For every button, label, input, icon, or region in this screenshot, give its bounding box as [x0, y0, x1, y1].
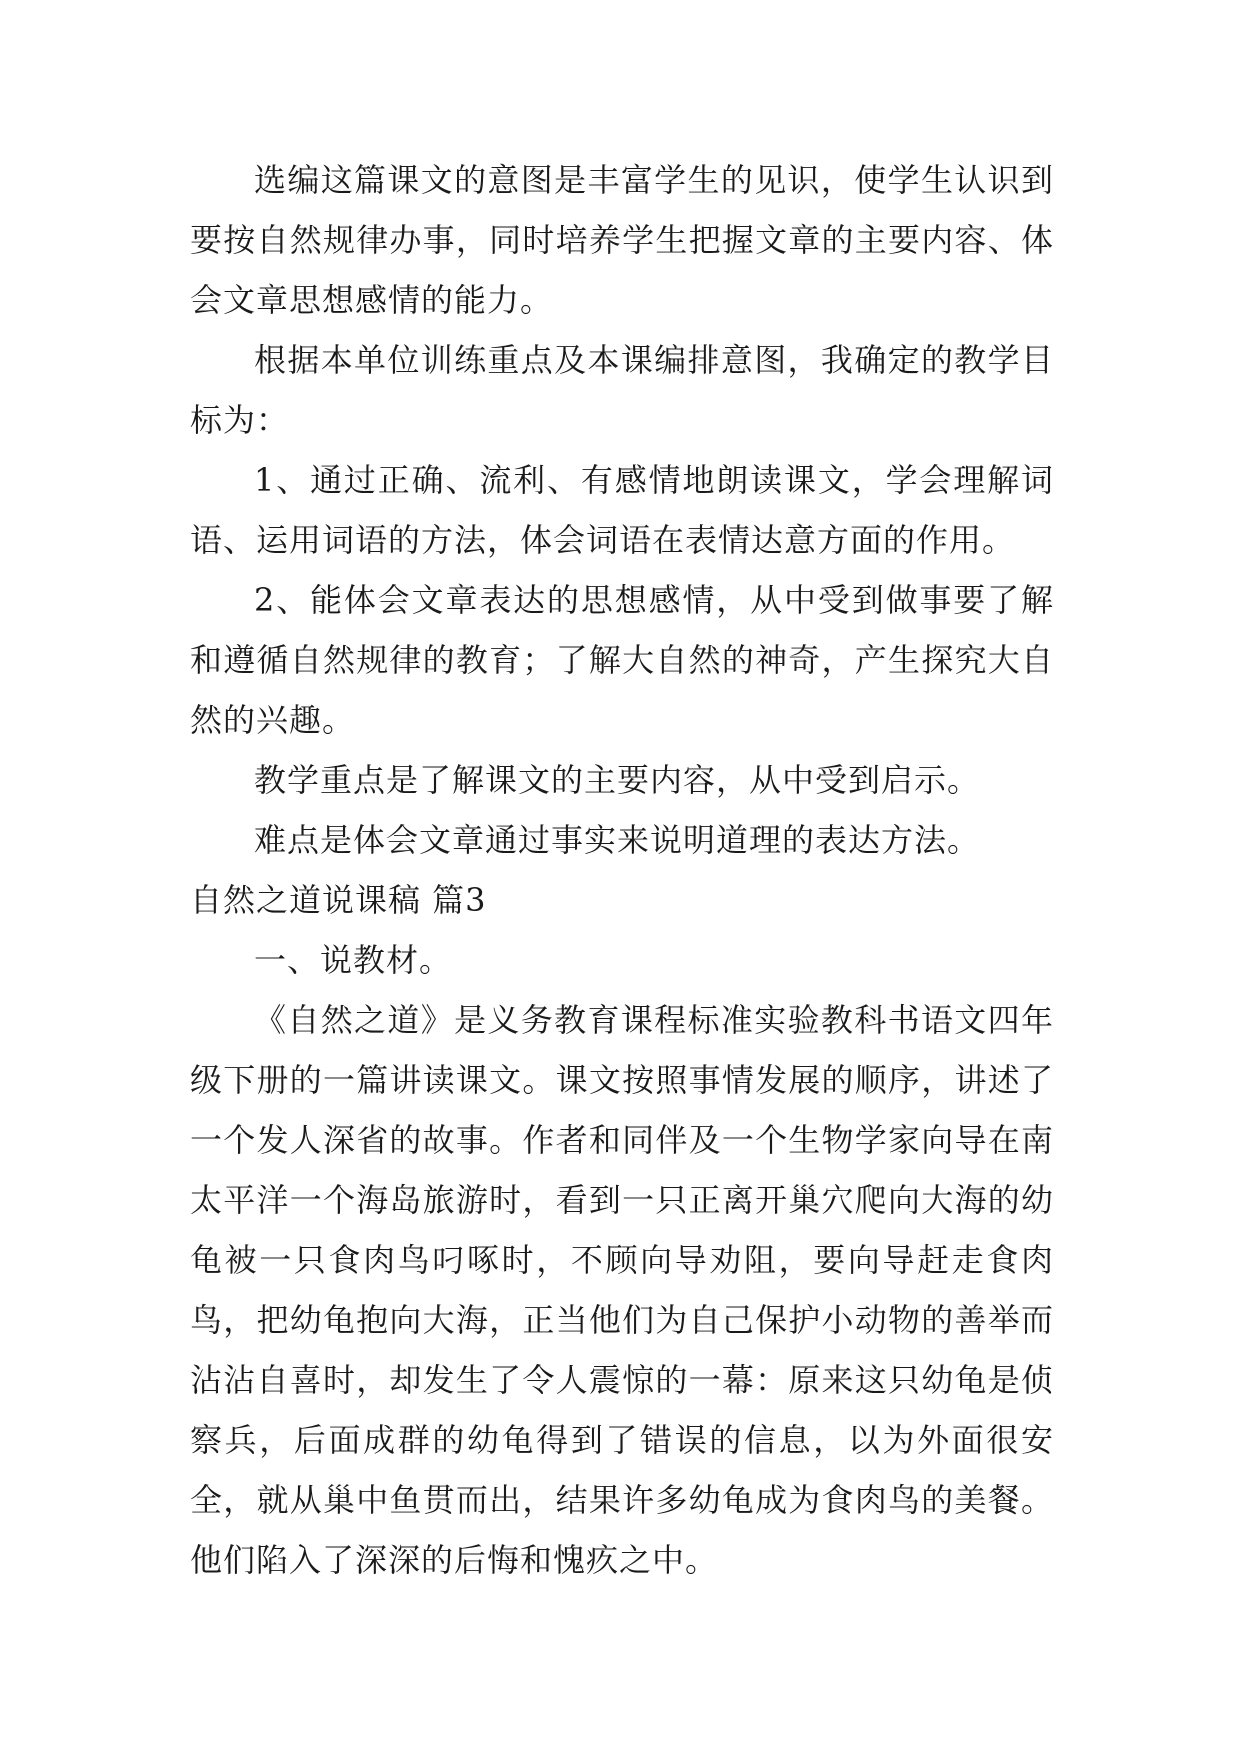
paragraph-goals-intro: 根据本单位训练重点及本课编排意图，我确定的教学目标为： — [190, 341, 1054, 439]
paragraph-textbook-heading: 一、说教材。 — [254, 941, 453, 979]
section-heading: 自然之道说课稿 篇3 — [190, 881, 487, 919]
paragraph-difficulty: 难点是体会文章通过事实来说明道理的表达方法。 — [254, 821, 981, 859]
paragraph-intent: 选编这篇课文的意图是丰富学生的见识，使学生认识到要按自然规律办事，同时培养学生把握文章的主要内容、体会文章思想感情的能力。 — [190, 161, 1054, 319]
paragraph-goal-1: 1、通过正确、流利、有感情地朗读课文，学会理解词语、运用词语的方法，体会词语在表情达意方面的作用。 — [190, 461, 1054, 559]
document-page — [190, 150, 1054, 1590]
paragraph-key-point: 教学重点是了解课文的主要内容，从中受到启示。 — [254, 761, 981, 799]
paragraph-goal-2: 2、能体会文章表达的思想感情，从中受到做事要了解和遵循自然规律的教育；了解大自然的神奇，产生探究大自然的兴趣。 — [190, 581, 1054, 739]
paragraph-textbook-description: 《自然之道》是义务教育课程标准实验教科书语文四年级下册的一篇讲读课文。课文按照事情发展的顺序，讲述了一个发人深省的故事。作者和同伴及一个生物学家向导在南太平洋一个海岛旅游时，看到一只正离开巢穴爬向大海的幼龟被一只食肉鸟叼啄时，不顾向导劝阻，要向导赶走食肉鸟，把幼龟抱向大海，正当他们为自己保护小动物的善举而沾沾自喜时，却发生了令人震惊的一幕：原来这只幼龟是侦察兵，后面成群的幼龟得到了错误的信息，以为外面很安全，就从巢中鱼贯而出，结果许多幼龟成为食肉鸟的美餐。他们陷入了深深的后悔和愧疚之中。 — [190, 1001, 1054, 1579]
